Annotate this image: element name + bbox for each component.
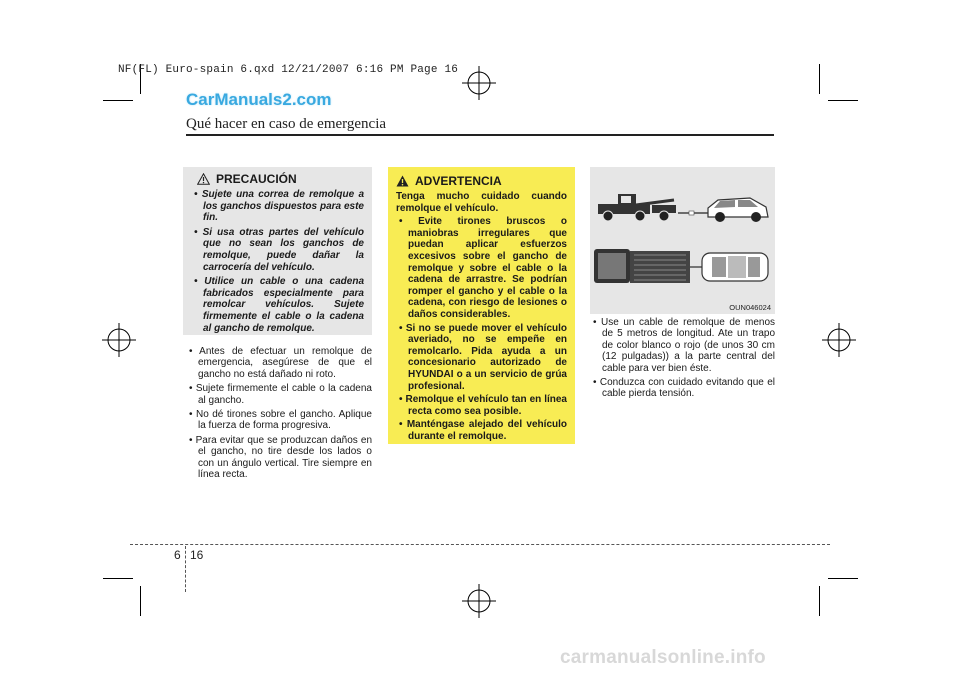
registration-mark-icon: [822, 323, 856, 357]
towing-figure: [590, 167, 775, 314]
body-item: • Use un cable de remolque de menos de 5 metros de longitud. Ate un trapo de color blanco o rojo (de unos 30 cm (12 pulgadas)) a la parte central del cable para ver bien éste.: [593, 317, 776, 374]
right-body-list: [590, 317, 775, 400]
section-title: Qué hacer en caso de emergencia: [186, 116, 387, 132]
figure-code: OUN046024: [729, 303, 771, 312]
page-number: 16: [190, 548, 204, 562]
suv-side-icon: [708, 198, 768, 222]
body-item: • Para evitar que se produzcan daños en el gancho, no tire desde los lados o con un ángulo vertical. Tire siempre en línea recta.: [189, 434, 373, 481]
warning-item: • Si no se puede mover el vehículo averiado, no se empeñe en remolcarlo. Pida ayuda a un concesionario autorizado de HYUNDAI o a un servicio de grúa profesional.: [399, 322, 568, 392]
watermark-bottom[interactable]: carmanualsonline.info: [560, 647, 766, 668]
crop-mark: [103, 100, 133, 101]
warning-heading: [396, 174, 567, 188]
caution-item: • Utilice un cable o una cadena fabricados especialmente para remolcar vehículos. Sujete firmemente el cable o la cadena al gancho de remolque.: [194, 276, 364, 334]
caution-heading-text: PRECAUCIÓN: [216, 172, 297, 186]
tow-truck-top-icon: [594, 249, 690, 283]
warning-list: [396, 216, 567, 442]
caution-triangle-icon: [197, 173, 210, 185]
registration-mark-icon: [462, 66, 496, 100]
section-number: 6: [174, 548, 181, 562]
file-header: NF(FL) Euro-spain 6.qxd 12/21/2007 6:16 PM Page 16: [118, 64, 459, 76]
warning-item: • Manténgase alejado del vehículo durante el remolque.: [399, 419, 567, 442]
caution-box: [183, 167, 372, 335]
caution-item: • Sujete una correa de remolque a los ganchos dispuestos para este fin.: [194, 189, 365, 224]
crop-mark: [819, 586, 820, 616]
warning-intro: Tenga mucho cuidado cuando remolque el vehículo.: [396, 191, 567, 214]
crop-mark: [828, 578, 858, 579]
crop-mark: [140, 586, 141, 616]
crop-mark: [103, 578, 133, 579]
warning-heading-text: ADVERTENCIA: [415, 174, 502, 188]
body-item: • No dé tirones sobre el gancho. Aplique la fuerza de forma progresiva.: [189, 409, 372, 432]
left-body: [186, 346, 372, 483]
page-rule: [130, 544, 830, 545]
watermark-top[interactable]: CarManuals2.com: [186, 90, 332, 109]
warning-box: [388, 167, 575, 444]
suv-top-icon: [702, 253, 768, 281]
caution-item: • Si usa otras partes del vehículo que no sean los ganchos de remolque, puede dañar la carrocería del vehículo.: [194, 226, 364, 273]
caution-list: [191, 189, 364, 334]
page-divider: [185, 546, 187, 592]
tow-truck-side-icon: [598, 194, 676, 221]
warning-item: • Remolque el vehículo tan en línea recta como sea posible.: [399, 394, 567, 417]
warning-item: • Evite tirones bruscos o maniobras irregulares que puedan aplicar esfuerzos excesivos sobre el gancho de remolque y sobre el cable o la cadena de arrastre. Se podrían romper el gancho y el cable o la cadena, con riesgo de lesiones o daños considerables.: [399, 216, 567, 320]
crop-mark: [828, 100, 858, 101]
caution-heading: [197, 172, 364, 186]
crop-mark: [819, 64, 820, 94]
body-item: • Sujete firmemente el cable o la cadena al gancho.: [189, 383, 372, 406]
title-rule: [186, 134, 774, 136]
warning-triangle-icon: [396, 175, 409, 187]
registration-mark-icon: [462, 584, 496, 618]
towing-illustration: [590, 167, 775, 314]
body-item: • Conduzca con cuidado evitando que el cable pierda tensión.: [593, 377, 775, 400]
registration-mark-icon: [102, 323, 136, 357]
right-body: [590, 317, 775, 403]
left-body-list: [186, 346, 372, 480]
body-item: • Antes de efectuar un remolque de emergencia, asegúrese de que el gancho no está dañado ni roto.: [189, 346, 373, 380]
